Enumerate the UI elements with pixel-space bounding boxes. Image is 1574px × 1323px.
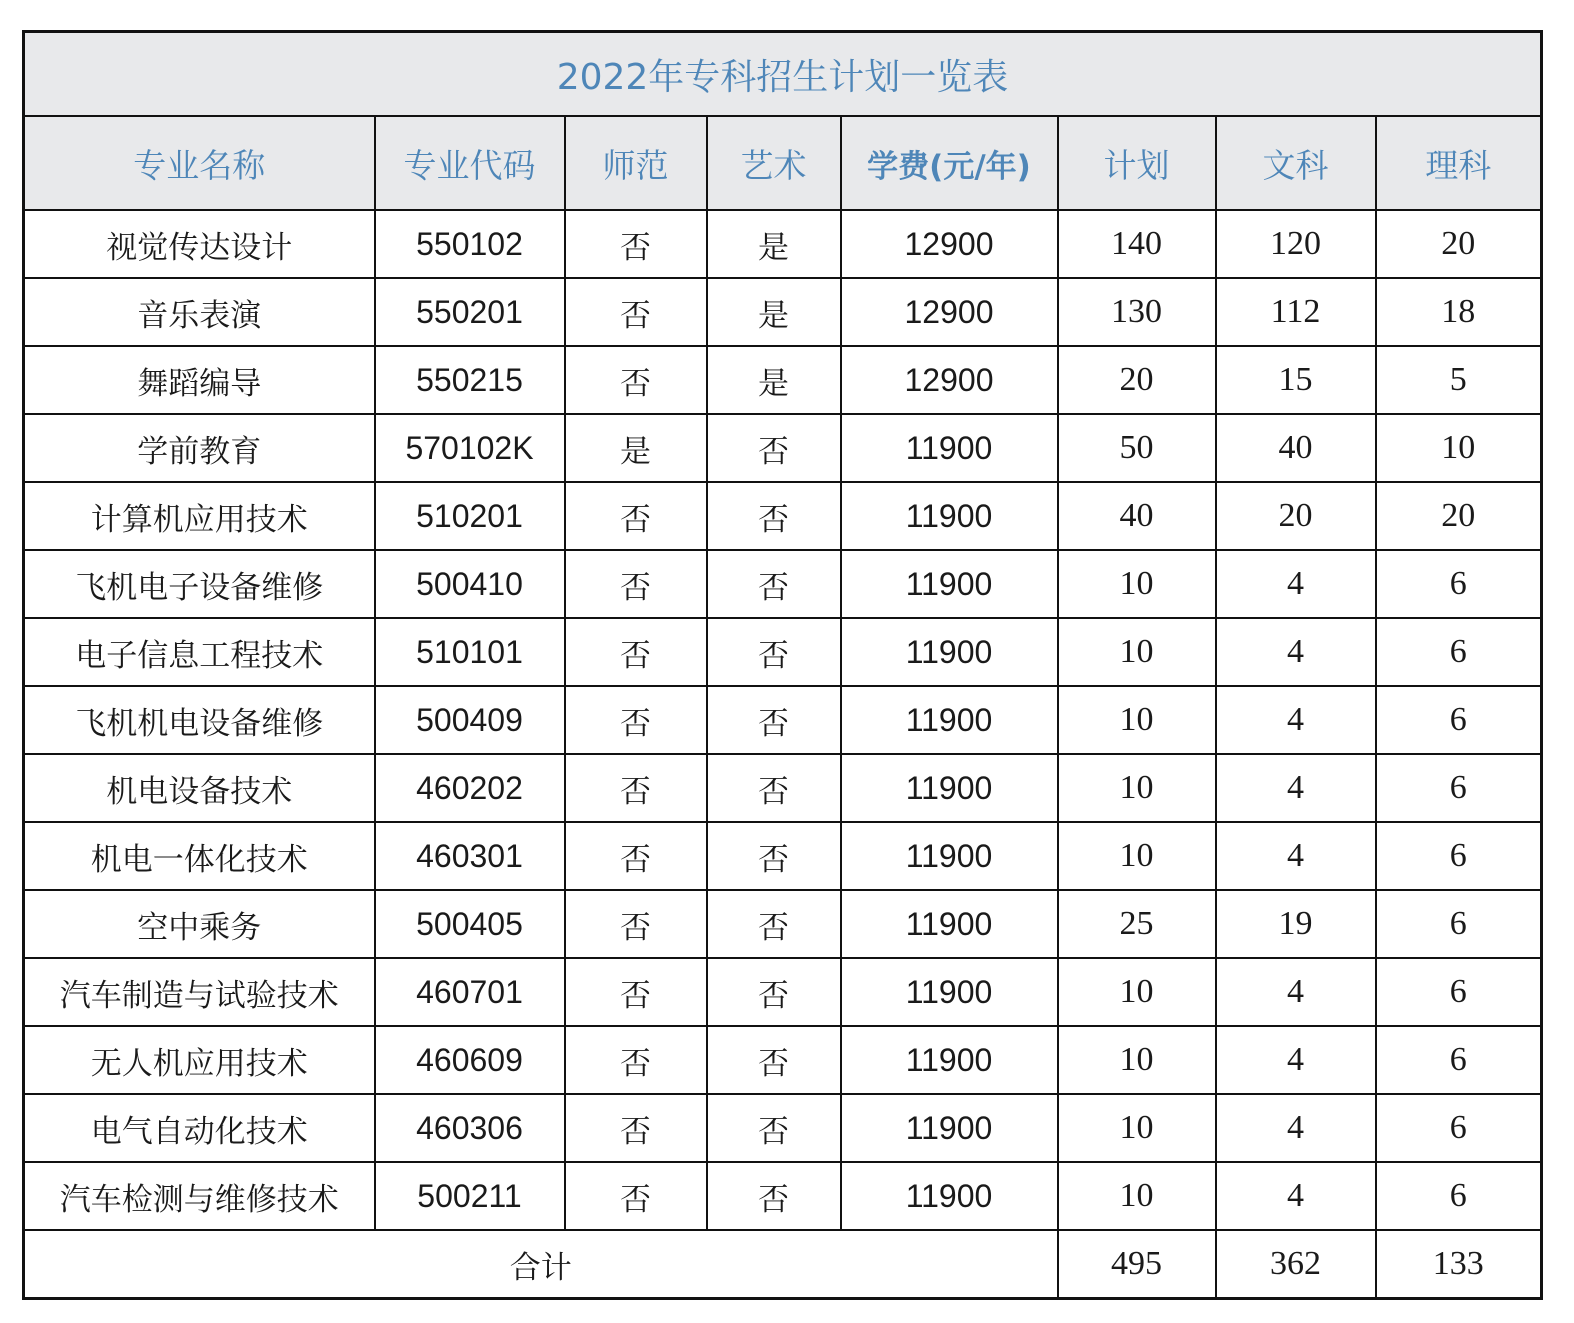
table-row <box>24 958 1542 1026</box>
cell-code: 570102K <box>375 414 565 482</box>
cell-normal: 否 <box>565 346 707 414</box>
enrollment-plan-table <box>22 30 1543 1300</box>
total-wen: 362 <box>1216 1230 1376 1299</box>
table-row <box>24 618 1542 686</box>
cell-plan: 50 <box>1058 414 1216 482</box>
cell-wen: 4 <box>1216 754 1376 822</box>
table-row <box>24 754 1542 822</box>
table-title: 2022年专科招生计划一览表 <box>24 32 1542 117</box>
header-code: 专业代码 <box>375 116 565 210</box>
cell-art: 否 <box>707 890 841 958</box>
cell-name: 机电设备技术 <box>24 754 375 822</box>
cell-li: 10 <box>1376 414 1542 482</box>
cell-wen: 15 <box>1216 346 1376 414</box>
cell-normal: 否 <box>565 958 707 1026</box>
cell-plan: 10 <box>1058 1094 1216 1162</box>
cell-normal: 否 <box>565 550 707 618</box>
cell-art: 否 <box>707 822 841 890</box>
cell-name: 汽车检测与维修技术 <box>24 1162 375 1230</box>
cell-plan: 25 <box>1058 890 1216 958</box>
cell-wen: 120 <box>1216 210 1376 278</box>
cell-plan: 10 <box>1058 754 1216 822</box>
cell-name: 机电一体化技术 <box>24 822 375 890</box>
cell-art: 是 <box>707 346 841 414</box>
cell-li: 6 <box>1376 754 1542 822</box>
cell-normal: 否 <box>565 482 707 550</box>
cell-plan: 20 <box>1058 346 1216 414</box>
cell-fee: 11900 <box>841 482 1058 550</box>
table-row <box>24 1026 1542 1094</box>
cell-name: 舞蹈编导 <box>24 346 375 414</box>
cell-name: 飞机电子设备维修 <box>24 550 375 618</box>
cell-plan: 10 <box>1058 1162 1216 1230</box>
cell-code: 550102 <box>375 210 565 278</box>
cell-art: 否 <box>707 618 841 686</box>
cell-art: 否 <box>707 482 841 550</box>
cell-code: 550215 <box>375 346 565 414</box>
cell-art: 是 <box>707 278 841 346</box>
table-row <box>24 686 1542 754</box>
cell-plan: 10 <box>1058 686 1216 754</box>
cell-fee: 11900 <box>841 686 1058 754</box>
cell-fee: 11900 <box>841 754 1058 822</box>
cell-name: 空中乘务 <box>24 890 375 958</box>
cell-code: 510101 <box>375 618 565 686</box>
cell-fee: 11900 <box>841 1162 1058 1230</box>
table-row <box>24 346 1542 414</box>
cell-code: 460301 <box>375 822 565 890</box>
total-plan: 495 <box>1058 1230 1216 1299</box>
cell-li: 6 <box>1376 822 1542 890</box>
cell-name: 视觉传达设计 <box>24 210 375 278</box>
cell-fee: 11900 <box>841 958 1058 1026</box>
cell-name: 音乐表演 <box>24 278 375 346</box>
cell-plan: 130 <box>1058 278 1216 346</box>
cell-code: 460609 <box>375 1026 565 1094</box>
cell-wen: 4 <box>1216 822 1376 890</box>
cell-art: 否 <box>707 958 841 1026</box>
cell-code: 500405 <box>375 890 565 958</box>
cell-plan: 10 <box>1058 822 1216 890</box>
cell-wen: 4 <box>1216 1026 1376 1094</box>
cell-plan: 140 <box>1058 210 1216 278</box>
header-wen: 文科 <box>1216 116 1376 210</box>
cell-li: 6 <box>1376 686 1542 754</box>
cell-plan: 10 <box>1058 550 1216 618</box>
cell-art: 否 <box>707 1026 841 1094</box>
table-row <box>24 890 1542 958</box>
cell-name: 电气自动化技术 <box>24 1094 375 1162</box>
cell-plan: 10 <box>1058 958 1216 1026</box>
cell-li: 18 <box>1376 278 1542 346</box>
cell-wen: 4 <box>1216 1162 1376 1230</box>
cell-art: 否 <box>707 754 841 822</box>
cell-wen: 112 <box>1216 278 1376 346</box>
cell-fee: 12900 <box>841 346 1058 414</box>
cell-art: 否 <box>707 1094 841 1162</box>
cell-normal: 是 <box>565 414 707 482</box>
cell-name: 无人机应用技术 <box>24 1026 375 1094</box>
cell-art: 是 <box>707 210 841 278</box>
cell-wen: 4 <box>1216 686 1376 754</box>
cell-li: 6 <box>1376 550 1542 618</box>
cell-fee: 11900 <box>841 890 1058 958</box>
table-row <box>24 1094 1542 1162</box>
cell-normal: 否 <box>565 1094 707 1162</box>
cell-li: 6 <box>1376 890 1542 958</box>
cell-normal: 否 <box>565 754 707 822</box>
cell-code: 500409 <box>375 686 565 754</box>
header-plan: 计划 <box>1058 116 1216 210</box>
cell-name: 汽车制造与试验技术 <box>24 958 375 1026</box>
table-row <box>24 210 1542 278</box>
cell-plan: 10 <box>1058 618 1216 686</box>
cell-normal: 否 <box>565 822 707 890</box>
cell-art: 否 <box>707 686 841 754</box>
cell-wen: 4 <box>1216 618 1376 686</box>
cell-plan: 10 <box>1058 1026 1216 1094</box>
cell-li: 6 <box>1376 1162 1542 1230</box>
cell-li: 5 <box>1376 346 1542 414</box>
cell-name: 飞机机电设备维修 <box>24 686 375 754</box>
cell-li: 20 <box>1376 210 1542 278</box>
cell-li: 6 <box>1376 618 1542 686</box>
cell-wen: 19 <box>1216 890 1376 958</box>
cell-code: 500410 <box>375 550 565 618</box>
cell-normal: 否 <box>565 686 707 754</box>
cell-code: 500211 <box>375 1162 565 1230</box>
cell-fee: 12900 <box>841 278 1058 346</box>
cell-fee: 11900 <box>841 618 1058 686</box>
cell-fee: 11900 <box>841 414 1058 482</box>
cell-li: 6 <box>1376 1094 1542 1162</box>
cell-wen: 40 <box>1216 414 1376 482</box>
cell-normal: 否 <box>565 1162 707 1230</box>
cell-art: 否 <box>707 550 841 618</box>
cell-code: 550201 <box>375 278 565 346</box>
cell-wen: 4 <box>1216 958 1376 1026</box>
cell-art: 否 <box>707 1162 841 1230</box>
cell-normal: 否 <box>565 1026 707 1094</box>
cell-li: 6 <box>1376 958 1542 1026</box>
cell-fee: 11900 <box>841 550 1058 618</box>
cell-normal: 否 <box>565 618 707 686</box>
header-fee: 学费(元/年) <box>841 116 1058 210</box>
cell-wen: 20 <box>1216 482 1376 550</box>
cell-li: 20 <box>1376 482 1542 550</box>
cell-code: 460306 <box>375 1094 565 1162</box>
table-row <box>24 1162 1542 1230</box>
cell-fee: 11900 <box>841 822 1058 890</box>
cell-plan: 40 <box>1058 482 1216 550</box>
cell-wen: 4 <box>1216 550 1376 618</box>
table-row <box>24 278 1542 346</box>
cell-name: 学前教育 <box>24 414 375 482</box>
header-li: 理科 <box>1376 116 1542 210</box>
header-normal: 师范 <box>565 116 707 210</box>
header-name: 专业名称 <box>24 116 375 210</box>
total-label: 合计 <box>24 1230 1058 1299</box>
table-row <box>24 414 1542 482</box>
header-row <box>24 116 1542 210</box>
cell-name: 计算机应用技术 <box>24 482 375 550</box>
cell-wen: 4 <box>1216 1094 1376 1162</box>
title-row <box>24 32 1542 117</box>
table-row <box>24 550 1542 618</box>
cell-li: 6 <box>1376 1026 1542 1094</box>
cell-normal: 否 <box>565 890 707 958</box>
header-art: 艺术 <box>707 116 841 210</box>
total-li: 133 <box>1376 1230 1542 1299</box>
cell-fee: 12900 <box>841 210 1058 278</box>
table-row <box>24 482 1542 550</box>
cell-art: 否 <box>707 414 841 482</box>
cell-code: 460701 <box>375 958 565 1026</box>
cell-fee: 11900 <box>841 1026 1058 1094</box>
cell-normal: 否 <box>565 278 707 346</box>
table-row <box>24 822 1542 890</box>
cell-code: 510201 <box>375 482 565 550</box>
cell-normal: 否 <box>565 210 707 278</box>
cell-fee: 11900 <box>841 1094 1058 1162</box>
cell-code: 460202 <box>375 754 565 822</box>
cell-name: 电子信息工程技术 <box>24 618 375 686</box>
total-row <box>24 1230 1542 1299</box>
